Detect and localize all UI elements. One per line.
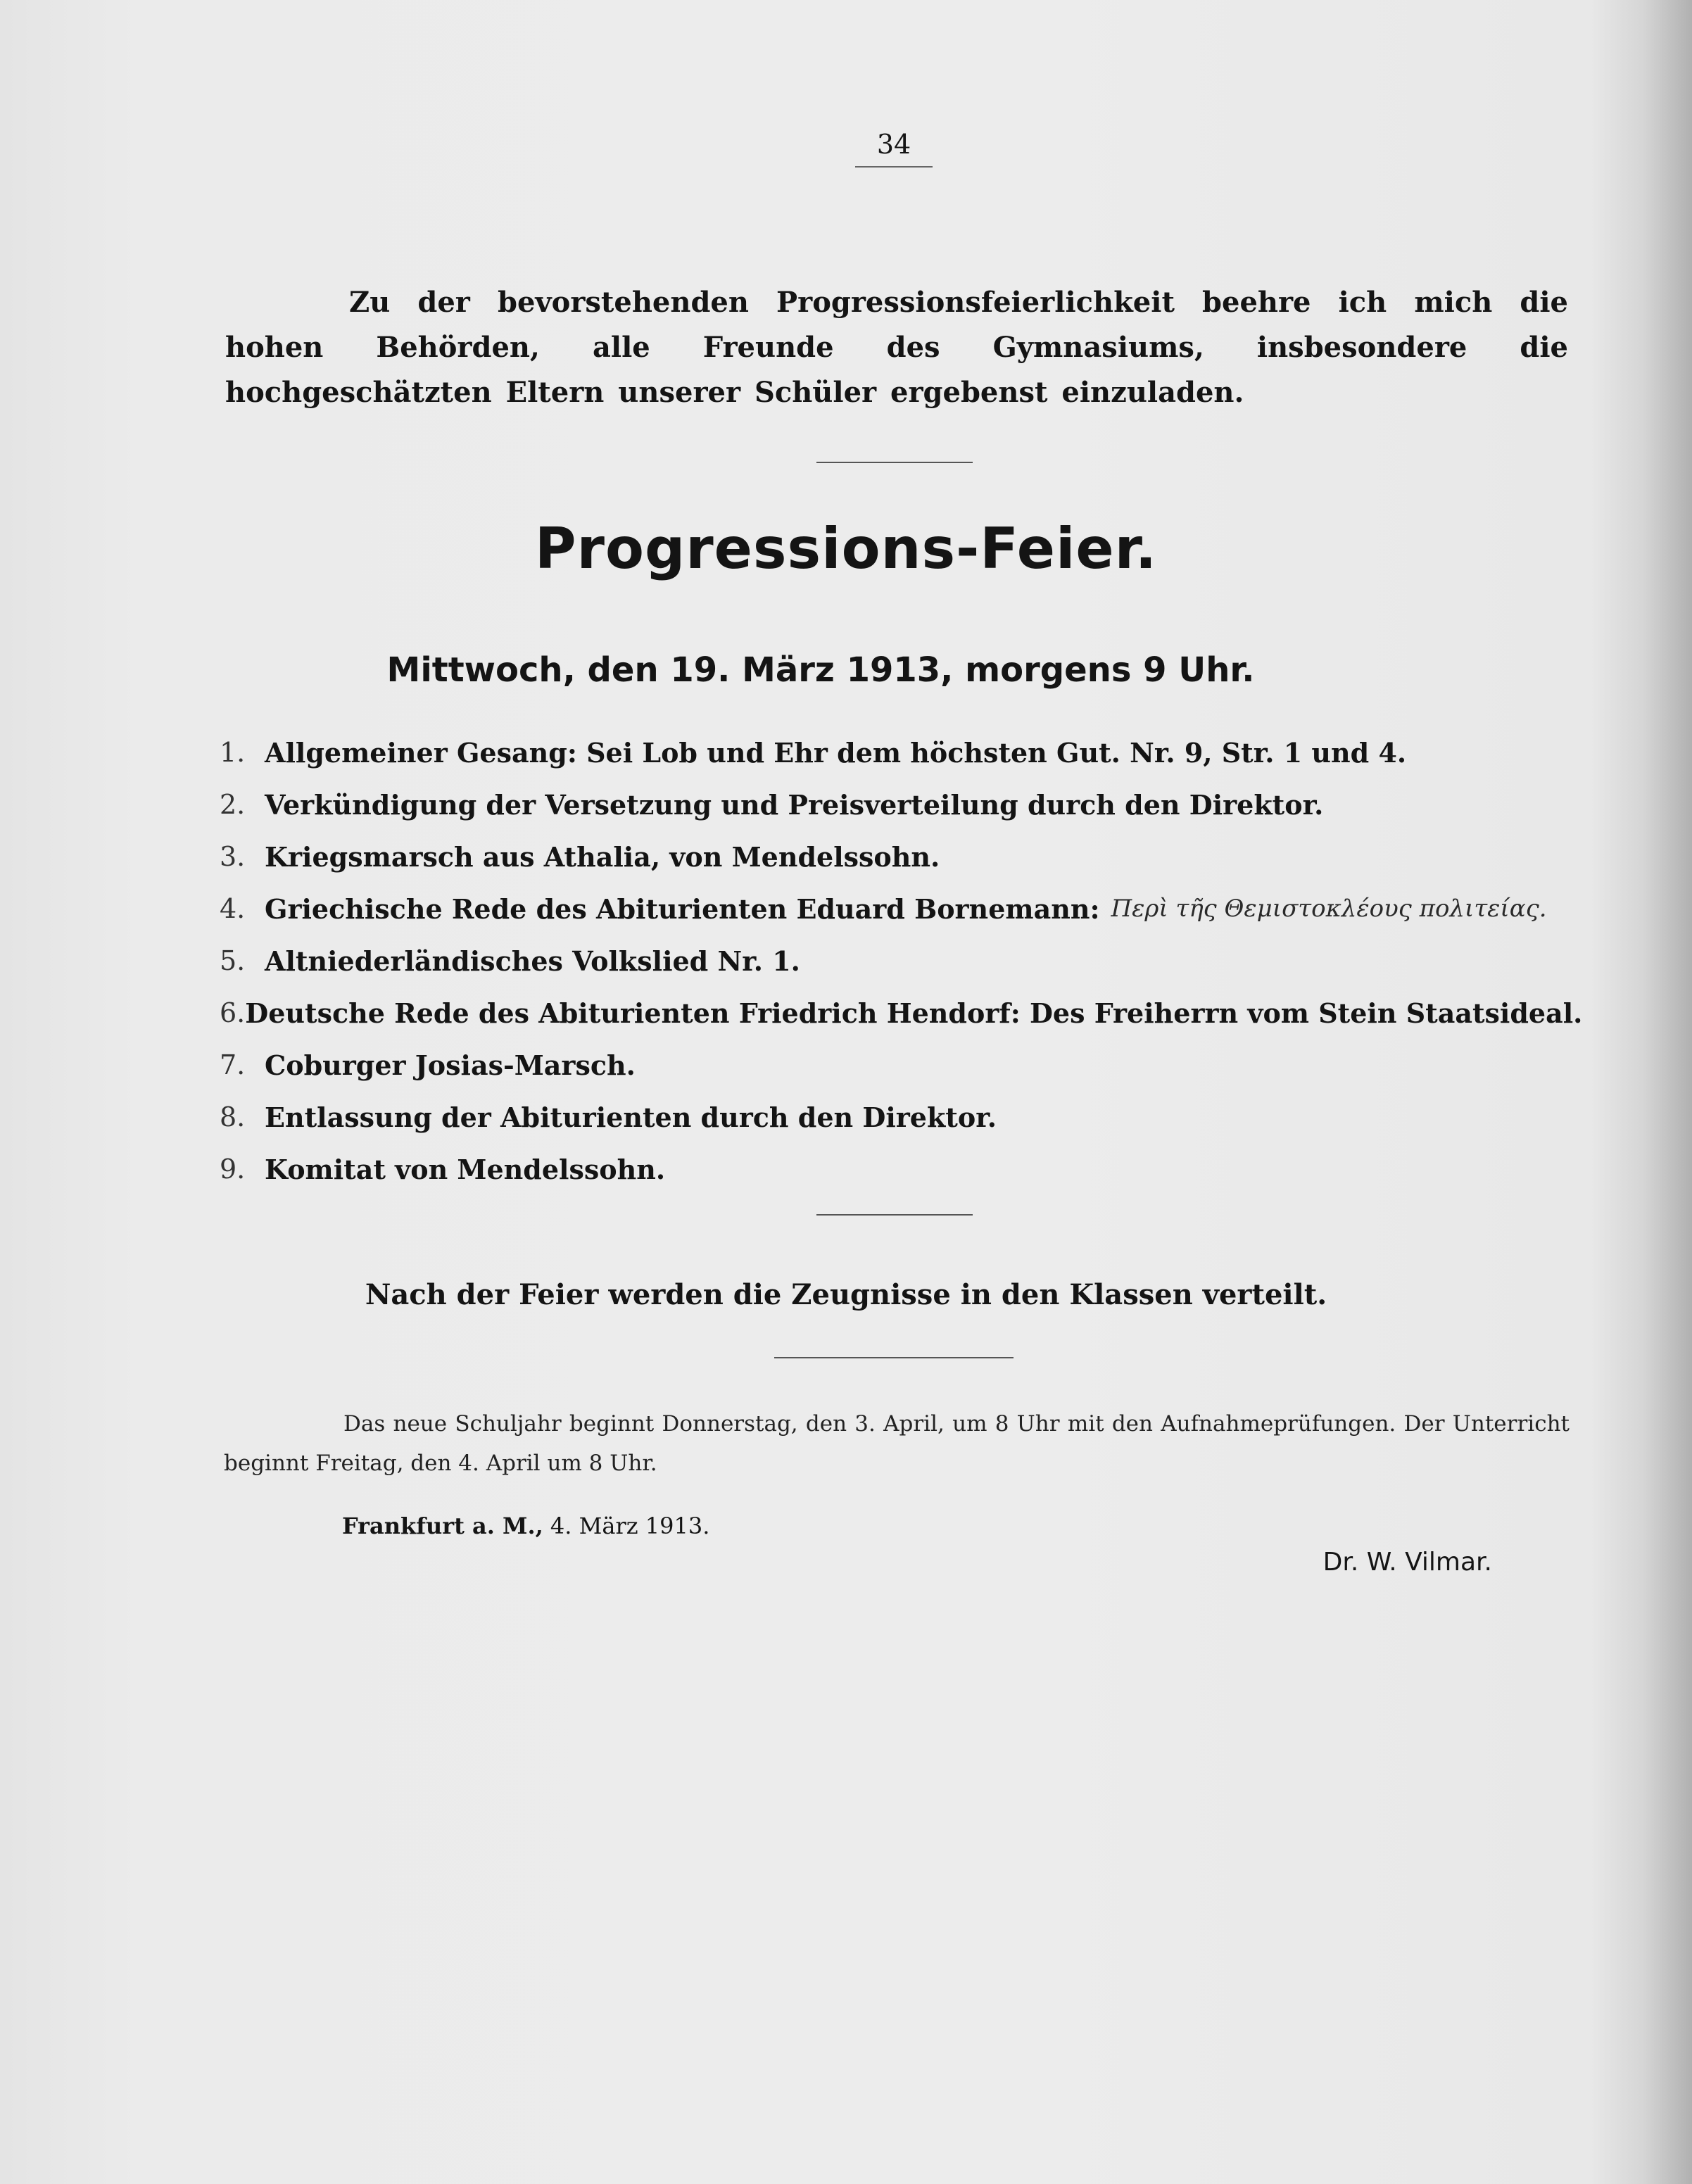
- certificates-notice: Nach der Feier werden die Zeugnisse in den Klassen verteilt.: [365, 1278, 1327, 1311]
- program-item-text: Verkündigung der Versetzung und Preisverteilung durch den Direktor.: [265, 788, 1324, 821]
- program-item: [220, 1143, 1578, 1195]
- program-item: [220, 726, 1578, 778]
- divider-rule: [816, 462, 973, 463]
- page-title: Progressions-Feier.: [534, 516, 1158, 581]
- program-item-number: 6.: [220, 997, 246, 1028]
- school-year-notice: Das neue Schuljahr beginnt Donnerstag, den 3. April, um 8 Uhr mit den Aufnahmeprüfungen. Der Unterricht beginnt Freitag, den 4. April um 8 Uhr.: [224, 1411, 1570, 1476]
- event-date-line: Mittwoch, den 19. März 1913, morgens 9 Uhr.: [386, 650, 1255, 690]
- program-item-text: Entlassung der Abiturienten durch den Direktor.: [265, 1101, 997, 1133]
- program-item: [220, 935, 1578, 987]
- program-item: [220, 778, 1578, 831]
- program-item: [220, 987, 1583, 1039]
- program-item: [220, 831, 1578, 883]
- place-date-line: [342, 1506, 709, 1546]
- program-item-number: 1.: [220, 737, 246, 768]
- date: 4. März 1913.: [550, 1513, 710, 1539]
- program-list: [220, 726, 1583, 1195]
- place: Frankfurt a. M.,: [342, 1513, 543, 1539]
- page-edge-shadow: [1643, 0, 1692, 2184]
- greek-speech-title: Περὶ τῆς Θεμιστοκλέους πολιτείας.: [1111, 895, 1547, 923]
- program-item-number: 7.: [220, 1049, 246, 1080]
- divider-rule: [774, 1357, 1014, 1358]
- program-item-number: 5.: [220, 945, 246, 976]
- program-item-number: 9.: [220, 1154, 246, 1185]
- program-item: [220, 883, 1578, 935]
- program-item-text: Coburger Josias-Marsch.: [265, 1049, 636, 1081]
- divider-rule: [816, 1214, 973, 1216]
- program-item-text: Deutsche Rede des Abiturienten Friedrich Hendorf: Des Freiherrn vom Stein Staatsideal.: [245, 997, 1583, 1029]
- program-item-text: Komitat von Mendelssohn.: [265, 1153, 666, 1185]
- program-item-text: Altniederländisches Volkslied Nr. 1.: [265, 945, 800, 977]
- page-number: 34: [855, 127, 933, 168]
- signature: Dr. W. Vilmar.: [1322, 1548, 1492, 1577]
- program-item: [220, 1091, 1578, 1143]
- program-item-number: 8.: [220, 1102, 246, 1132]
- invitation-paragraph: Zu der bevorstehenden Progressionsfeierlichkeit beehre ich mich die hohen Behörden, alle Freunde des Gymnasiums, insbesondere die hochgeschätzten Eltern unserer Schüler ergebenst einzuladen.: [225, 286, 1568, 409]
- program-item-number: 4.: [220, 893, 246, 924]
- program-item: [220, 1039, 1578, 1091]
- program-item-text: Griechische Rede des Abiturienten Eduard Bornemann:: [265, 892, 1100, 925]
- program-item-text: Allgemeiner Gesang: Sei Lob und Ehr dem höchsten Gut. Nr. 9, Str. 1 und 4.: [265, 736, 1407, 769]
- program-item-number: 2.: [220, 789, 246, 820]
- program-item-number: 3.: [220, 841, 246, 872]
- program-item-text: Kriegsmarsch aus Athalia, von Mendelssohn.: [265, 840, 940, 873]
